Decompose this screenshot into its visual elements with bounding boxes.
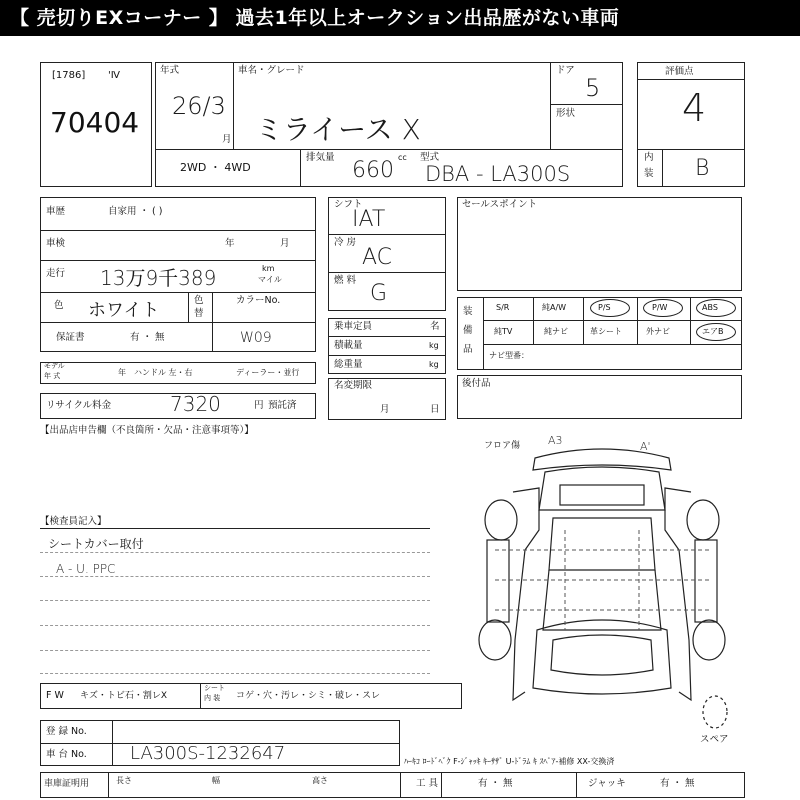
registration-label: 名変期限 [334, 380, 373, 391]
car-name-value: ミライース X [255, 113, 421, 146]
dim-height: 高さ [312, 776, 328, 785]
inspection-label: 車検 [46, 238, 66, 249]
mileage-label: 走行 [46, 268, 66, 279]
equip-pw-circle [643, 299, 683, 317]
gross-label: 総重量 [334, 359, 363, 370]
equip-leather: 革シート [590, 327, 622, 336]
chassis-value: LA300S-1232647 [130, 743, 286, 764]
capacity-label: 乗車定員 [334, 321, 373, 332]
model-value: DBA - LA300S [425, 162, 571, 186]
jack-value: 有 ・ 無 [660, 778, 695, 789]
registration-day: 日 [430, 404, 440, 415]
equip-ps: P/S [598, 303, 611, 312]
equip-abs-circle [696, 299, 736, 317]
interior-label-1: 内 [644, 152, 654, 163]
bottom-row-box [40, 772, 442, 798]
tools-value: 有 ・ 無 [478, 778, 513, 789]
inspector-note-2: A - U. PPC [56, 562, 116, 576]
cooler-value: AC [362, 245, 393, 270]
after-goods-box [457, 375, 742, 419]
tools-label: 工 具 [416, 778, 439, 789]
handle-side: ハンドル 左・右 [134, 368, 193, 377]
auction-banner: 【 売切りEXコーナー 】 過去1年以上オークション出品歴がない車両 [0, 0, 800, 36]
model-label: 型式 [420, 152, 440, 163]
interior-seat-2: 内 装 [204, 694, 221, 702]
sales-point-label: セールスポイント [462, 199, 538, 210]
diagram-note-a-prime: A' [640, 440, 651, 453]
interior-label-2: 装 [644, 168, 654, 179]
year-month-unit: 月 [222, 134, 232, 145]
recycle-unit: 円 [254, 400, 264, 411]
fw-value: キズ・トビ石・割レX [80, 691, 167, 701]
jack-label: ジャッキ [588, 778, 626, 789]
capacity-unit: 名 [430, 321, 440, 332]
reg-no-label: 登 録 No. [46, 726, 87, 737]
lot-mark: 'Ⅳ [108, 70, 120, 81]
equip-navi: 純ナビ [544, 327, 568, 336]
lot-small-label: [1786] [52, 70, 86, 81]
equip-ps-circle [590, 299, 630, 317]
equip-abs: ABS [702, 303, 718, 312]
inspector-note-1: シートカバー取付 [48, 537, 144, 551]
warranty-label: 保証書 [56, 332, 85, 343]
equip-aw: 純A/W [542, 303, 567, 312]
year-label: 年式 [160, 65, 180, 76]
history-value: 自家用 ・ ( ) [108, 206, 163, 217]
load-unit: kg [429, 341, 439, 350]
equip-pw: P/W [652, 303, 668, 312]
inspection-year: 年 [225, 238, 235, 249]
equip-tv: 純TV [494, 327, 513, 336]
gross-unit: kg [429, 360, 439, 369]
garage-cert-label: 車庫証明用 [44, 779, 90, 789]
dim-width: 幅 [212, 776, 220, 785]
shape-label: 形状 [556, 108, 576, 119]
displacement-value: 660 [352, 158, 394, 183]
mileage-value: 13万9千389 [100, 266, 217, 290]
equip-ext-navi: 外ナビ [646, 327, 670, 336]
color-no-label: カラーNo. [236, 295, 281, 306]
seller-notes-label: 【出品店申告欄（不良箇所・欠品・注意事項等）】 [40, 425, 254, 436]
diagram-note-a3: A3 [548, 434, 563, 447]
color-no-value: W09 [240, 330, 272, 346]
model-year-unit: 年 [118, 368, 126, 377]
tool-legend: ﾊｰｷｺ ﾛｰﾄﾞﾍﾞｸ F-ｼﾞｬｯｷ ｷｰｻｻﾞ U-ﾄﾞﾗﾑ ｷ ｽﾍﾟｱ-補修 XX-交換済 [404, 757, 615, 766]
door-value: 5 [585, 74, 601, 102]
fuel-value: G [370, 281, 388, 306]
fw-label: F W [46, 690, 64, 701]
recycle-deposit: 預託済 [268, 400, 297, 411]
door-label: ドア [556, 65, 575, 76]
color-change-2: 替 [194, 308, 204, 319]
car-name-label: 車名・グレード [238, 65, 305, 76]
lot-number: 70404 [50, 106, 140, 139]
equip-airbag-circle [696, 323, 736, 341]
mileage-unit-km: km [262, 264, 275, 273]
mileage-unit-mile: マイル [258, 275, 282, 284]
displacement-label: 排気量 [306, 152, 335, 163]
shift-value: IAT [352, 207, 386, 232]
model-year-label-1: モデル [44, 362, 65, 370]
color-label: 色 [54, 300, 64, 311]
registration-month: 月 [380, 404, 390, 415]
history-label: 車歴 [46, 206, 66, 217]
interior-seat-1: シート [204, 684, 225, 692]
equipment-label-3: 品 [463, 344, 473, 355]
equipment-label-2: 備 [463, 325, 473, 336]
displacement-unit: cc [398, 153, 407, 162]
equip-airbag: エアB [702, 327, 724, 336]
navi-model-label: ナビ型番： [489, 351, 529, 360]
dealer-import: ディーラー・並行 [236, 368, 300, 377]
drive-type: 2WD ・ 4WD [180, 161, 251, 174]
after-goods-label: 後付品 [462, 378, 491, 389]
inspection-month: 月 [280, 238, 290, 249]
recycle-label: リサイクル料金 [46, 400, 112, 411]
dim-length: 長さ [116, 776, 132, 785]
cooler-label: 冷 房 [334, 237, 357, 248]
recycle-value: 7320 [170, 392, 221, 416]
interior-defects: コゲ・穴・汚レ・シミ・破レ・スレ [236, 691, 381, 701]
grade-value: 4 [682, 86, 707, 130]
shift-label: シフト [334, 199, 363, 210]
fuel-label: 燃 料 [334, 275, 357, 286]
interior-value: B [695, 156, 710, 181]
grade-label: 評価点 [665, 66, 694, 77]
sales-point-box [457, 197, 742, 291]
diagram-note-floor: フロア傷 [484, 441, 521, 451]
spare-label: スペア [700, 734, 729, 745]
color-change-1: 色 [194, 295, 204, 306]
car-damage-diagram [465, 430, 740, 770]
color-value: ホワイト [88, 300, 160, 321]
model-year-label-2: 年 式 [44, 372, 61, 380]
equip-sunroof: S/R [496, 303, 510, 312]
warranty-value: 有 ・ 無 [130, 332, 165, 343]
equipment-label-1: 装 [463, 306, 473, 317]
chassis-label: 車 台 No. [46, 749, 87, 760]
load-label: 積載量 [334, 340, 363, 351]
year-value: 26/3 [172, 92, 226, 120]
inspector-label: 【検査員記入】 [40, 516, 107, 527]
